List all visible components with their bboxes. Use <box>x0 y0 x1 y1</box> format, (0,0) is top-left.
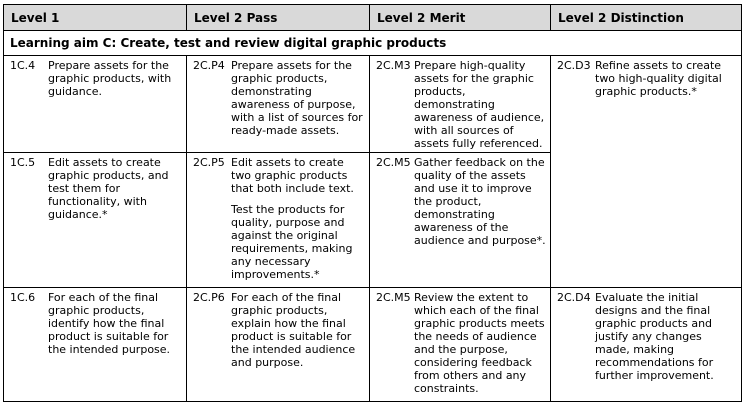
criterion-code: 2C.M5 <box>376 291 411 304</box>
level1-cell <box>4 288 187 402</box>
criterion-code: 2C.P5 <box>193 156 225 169</box>
criterion-code: 1C.4 <box>10 59 36 72</box>
learning-aim-row <box>4 31 742 56</box>
criterion-code: 2C.M5 <box>376 156 411 169</box>
criteria-table <box>3 4 742 402</box>
criterion-text: Evaluate the initial designs and the final graphic products and justify any changes made, making recommendations for further improvement. <box>595 291 714 382</box>
criterion-code: 2C.P6 <box>193 291 225 304</box>
merit-cell <box>370 56 551 153</box>
header-level-2-pass: Level 2 Pass <box>187 5 370 31</box>
level1-cell <box>4 56 187 153</box>
criterion-text: For each of the final graphic products, explain how the final product is suitable for the intended audience and purpose. <box>231 291 356 369</box>
criterion-code: 2C.M3 <box>376 59 411 72</box>
header-level-1: Level 1 <box>4 5 187 31</box>
header-level-2-merit: Level 2 Merit <box>370 5 551 31</box>
distinction-cell <box>551 56 742 288</box>
criteria-row <box>4 288 742 402</box>
criterion-code: 2C.P4 <box>193 59 225 72</box>
distinction-cell <box>551 288 742 402</box>
header-row <box>4 5 742 31</box>
header-level-2-distinction: Level 2 Distinction <box>551 5 742 31</box>
criterion-code: 1C.6 <box>10 291 36 304</box>
criteria-row <box>4 56 742 153</box>
pass-cell <box>187 288 370 402</box>
criterion-text-secondary: Test the products for quality, purpose and against the original requirements, making any necessary improvements.* <box>231 203 353 281</box>
merit-cell <box>370 288 551 402</box>
criterion-text: Edit assets to create graphic products, and test them for functionality, with guidance.* <box>48 156 169 221</box>
criterion-text: Review the extent to which each of the final graphic products meets the needs of audience and the purpose, considering feedback from others and any constraints. <box>414 291 545 395</box>
criterion-text: Edit assets to create two graphic products that both include text. <box>231 156 354 195</box>
level1-cell <box>4 153 187 288</box>
pass-cell <box>187 56 370 153</box>
criterion-code: 2C.D3 <box>557 59 591 72</box>
learning-aim-title: Learning aim C: Create, test and review digital graphic products <box>4 31 742 56</box>
criterion-text: Prepare high-quality assets for the graphic products, demonstrating awareness of audience, with all sources of assets fully referenced. <box>414 59 545 150</box>
criterion-code: 1C.5 <box>10 156 36 169</box>
criterion-text: Prepare assets for the graphic products, demonstrating awareness of purpose, with a list of sources for ready-made assets. <box>231 59 363 137</box>
merit-cell <box>370 153 551 288</box>
criterion-text: Prepare assets for the graphic products, with guidance. <box>48 59 172 98</box>
criterion-code: 2C.D4 <box>557 291 591 304</box>
pass-cell <box>187 153 370 288</box>
criterion-text: Refine assets to create two high-quality digital graphic products.* <box>595 59 722 98</box>
criterion-text: For each of the final graphic products, identify how the final product is suitable for the intended purpose. <box>48 291 171 356</box>
criterion-text: Gather feedback on the quality of the assets and use it to improve the product, demonstrating awareness of the audience and purpose*. <box>414 156 546 247</box>
